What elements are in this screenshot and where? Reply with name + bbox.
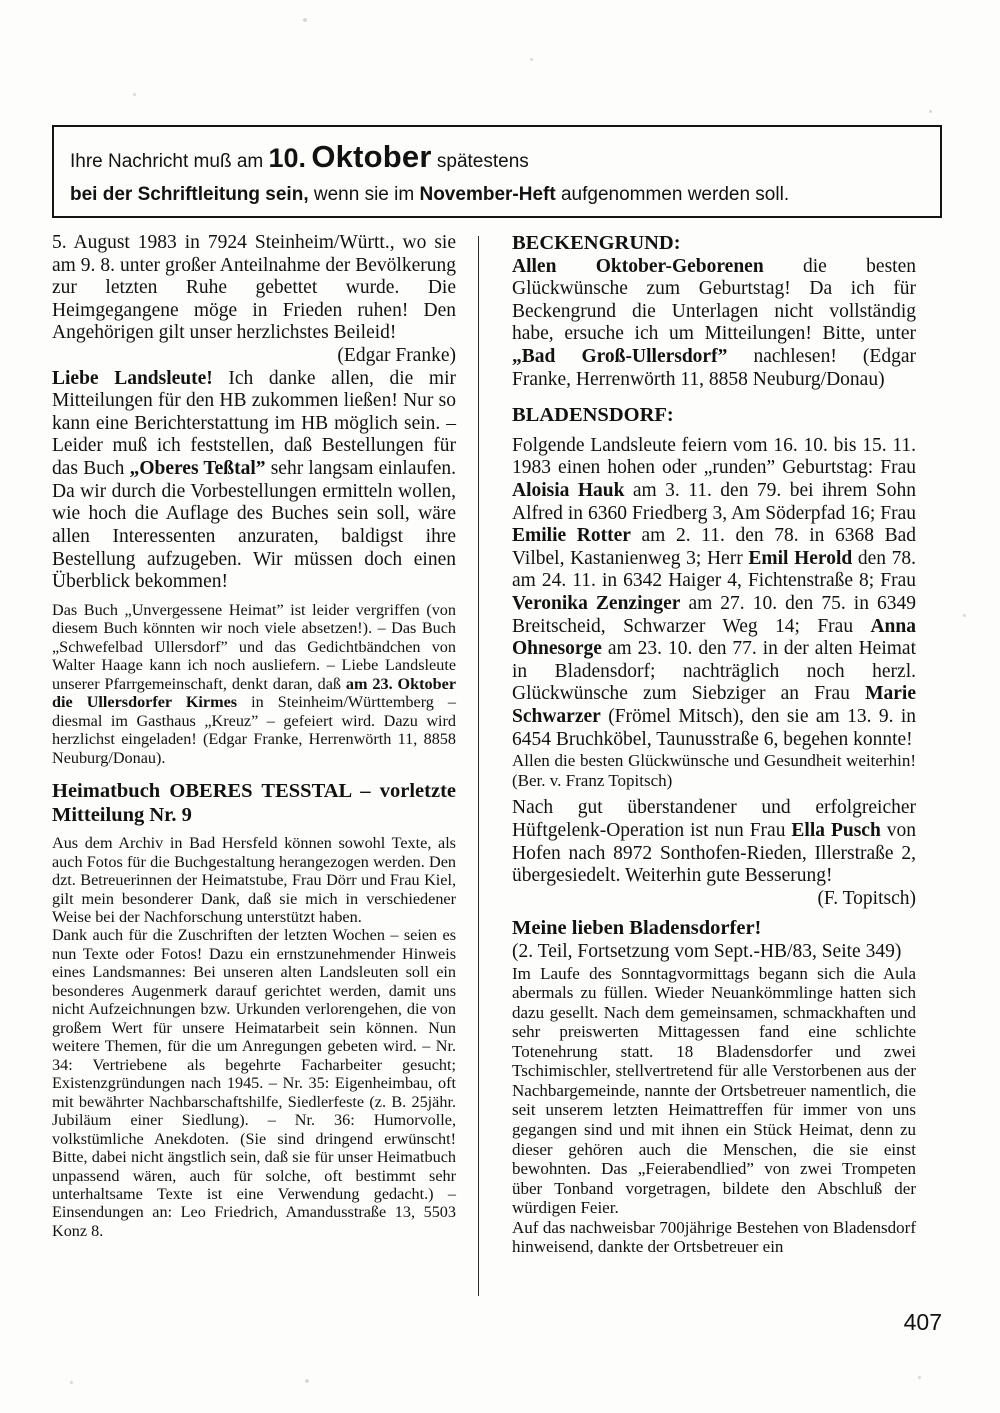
deadline-end: aufgenommen werden soll. (555, 183, 790, 205)
speck (530, 58, 533, 61)
speck (918, 1376, 921, 1379)
beckengrund-bold-2: „Bad Groß-Ullersdorf” (512, 346, 728, 367)
heimatbuch-heading: Heimatbuch OBERES TESSTAL – vorletzte Mitteilung Nr. 9 (52, 779, 456, 826)
speck (929, 110, 932, 113)
speck (70, 1381, 73, 1384)
beckengrund-bold-1: Allen Oktober-Geborenen (512, 255, 764, 277)
speck (305, 1379, 309, 1383)
beckengrund-text-1: die besten Glückwünsche zum Geburtstag! Da ich für Beckengrund die Unterlagen nicht vollständig habe, ersuche ich um Mitteilungen! Bitte, unter (512, 255, 916, 345)
kirmes-date: am 23. Oktober die Ullersdorfer Kirmes (52, 674, 456, 712)
meine-paragraph-1: Im Laufe des Sonntagvormittags begann sich die Aula abermals zu füllen. Wieder Neuankömmlinge hatten sich dazu gesellt. Nach dem gemeinsamen, schmackhaften und sehr preiswerten Mittagessen fand eine schlichte Totenehrung statt. 18 Bladensdorfer und zwei Tschimischler, stellvertretend für alle Verstorbenen aus der Nachbargemeinde, nannte der Ortsbetreuer namentlich, die seit unserem letzten Heimattreffen für immer von uns gegangen sind und mit ihnen ein Stück Heimat, denn zu dieser gehören auch die Menschen, die sie einst bewohnten. Das „Feierabendlied” von zwei Trompeten über Tonband vorgetragen, bildete den Abschluß der würdigen Feier. (512, 963, 916, 1218)
deadline-prefix: Ihre Nachricht muß am (70, 151, 269, 172)
blad-name-1: Aloisia Hauk (512, 480, 625, 501)
speck (303, 18, 307, 22)
blad-text-7: (Frömel Mitsch), den sie am 13. 9. in 6454 Bruchköbel, Taunusstraße 6, begehen konnte! (512, 706, 916, 750)
deadline-issue: November-Heft (419, 183, 556, 205)
right-column (512, 232, 916, 1257)
blad-op-text-1: Nach gut überstandener und erfolgreicher Hüftgelenk-Operation ist nun Frau (512, 797, 916, 842)
meine-heading: Meine lieben Bladensdorfer! (512, 917, 762, 940)
blad-name-2: Emilie Rotter (512, 525, 631, 547)
landsleute-heading: Liebe Landsleute! (52, 367, 213, 389)
deadline-editorial: bei der Schriftleitung sein, (70, 183, 309, 205)
speck (963, 614, 966, 617)
blad-text-3: am 2. 11. den 78. in 6368 Bad Vilbel, Kastanienweg 3; Herr (512, 525, 916, 569)
deadline-line-1 (70, 139, 924, 175)
bladensdorf-op-signature: (F. Topitsch) (817, 887, 916, 909)
beckengrund-text-2: nachlesen! (Edgar Franke, Herrenwörth 11, 8858 Neuburg/Donau) (512, 346, 916, 390)
column-divider (478, 236, 479, 1296)
meine-paragraph-2: Auf das nachweisbar 700jährige Bestehen von Bladensdorf hinweisend, dankte der Ortsbetreuer ein (512, 1217, 916, 1257)
book-availability-paragraph (52, 601, 456, 767)
landsleute-text-2: sehr langsam einlaufen. Da wir durch die Vorbestellungen ermitteln wollen, wie hoch die Auflage des Buches sein soll, wäre allen Interessenten anzuraten, baldigst ihre Bestellung aufzugeben. Wir müssen doch einen Überblick bekommen! (52, 458, 457, 593)
bladensdorf-birthdays (512, 435, 916, 752)
speck (133, 93, 136, 96)
bladensdorf-operation (512, 797, 916, 887)
landsleute-text-1: Ich danke allen, die mir Mitteilungen für den HB zukommen ließen! Nur so kann eine Berichterstattung im HB möglich sein. – Leider muß ich feststellen, daß Bestellungen für das Buch (52, 367, 456, 480)
beckengrund-paragraph (512, 256, 916, 392)
deadline-day: 10. (268, 143, 307, 173)
blad-text-2: am 3. 11. den 79. bei ihrem Sohn Alfred in 6360 Friedberg 3, Am Söderpfad 16; Frau (512, 480, 916, 524)
deadline-month: Oktober (311, 139, 432, 174)
blad-name-6: Marie Schwarzer (512, 683, 916, 728)
deadline-suffix: spätestens (431, 151, 529, 172)
book-text-2: in Steinheim/Württemberg – diesmal im Gasthaus „Kreuz” – gefeiert wird. Dazu wird herzlichst eingeladen! (Edgar Franke, Herrenwörth 11, 8858 Neuburg/Donau). (52, 693, 456, 767)
blad-text-6: am 23. 10. den 77. in der alten Heimat in Bladensdorf; nachträglich noch herzl. Glückwünsche zum Siebziger an Frau (512, 638, 916, 705)
left-column (52, 232, 456, 1240)
landsleute-booktitle: „Oberes Teßtal” (129, 458, 266, 480)
bladensdorf-heading: BLADENSDORF: (512, 404, 674, 427)
obituary-signature: (Edgar Franke) (337, 345, 456, 367)
beckengrund-heading: BECKENGRUND: (512, 232, 681, 254)
blad-text-1: Folgende Landsleute feiern vom 16. 10. bis 15. 11. 1983 einen hohen oder „runden” Geburtstag: Frau (512, 434, 916, 479)
bladensdorf-wishes: Allen die besten Glückwünsche und Gesundheit weiterhin! (Ber. v. Franz Topitsch) (512, 751, 916, 790)
deadline-line-2 (70, 184, 924, 206)
blad-op-text-2: von Hofen nach 8972 Sonthofen-Rieden, Illerstraße 2, übergesiedelt. Weiterhin gute Besserung! (512, 820, 917, 887)
deadline-notice-box (52, 125, 942, 218)
blad-name-3: Emil Herold (748, 547, 853, 569)
blad-text-5: am 27. 10. den 75. in 6349 Breitscheid, Schwarzer Weg 14; Frau (512, 593, 916, 637)
deadline-mid: wenn sie im (308, 183, 420, 205)
book-text-1: Das Buch „Unvergessene Heimat” ist leider vergriffen (von diesem Buch könnten wir noch viele absetzen!). – Das Buch „Schwefelbad Ullersdorf” und das Gedichtbändchen von Walter Haage kann ich noch ausliefern. – Liebe Landsleute unserer Pfarrgemeinschaft, denkt daran, daß (52, 600, 456, 693)
obituary-paragraph: 5. August 1983 in 7924 Steinheim/Württ., wo sie am 9. 8. unter großer Anteilnahme der Bevölkerung zur letzten Ruhe gebettet wurde. Die Heimgegangene möge in Frieden ruhen! Den Angehörigen gilt unser herzlichstes Beileid! (52, 232, 456, 344)
meine-subheading: (2. Teil, Fortsetzung vom Sept.-HB/83, Seite 349) (512, 941, 902, 963)
heimatbuch-paragraph-1: Aus dem Archiv in Bad Hersfeld können sowohl Texte, als auch Fotos für die Buchgestaltung herangezogen werden. Den dzt. Betreuerinnen der Heimatstube, Frau Dörr und Frau Kiel, gilt mein besonderer Dank, daß sie mich in verschiedener Weise bei der Nachforschung unterstützt haben. (52, 834, 456, 926)
blad-name-5: Anna Ohnesorge (512, 615, 916, 660)
blad-name-4: Veronika Zenzinger (512, 593, 681, 615)
blad-text-4: den 78. am 24. 11. in 6342 Haiger 4, Fichtenstraße 8; Frau (512, 547, 917, 592)
blad-name-7: Ella Pusch (791, 820, 881, 842)
heimatbuch-paragraph-2: Dank auch für die Zuschriften der letzten Wochen – seien es nun Texte oder Fotos! Dazu ein ernstzunehmender Hinweis eines Landsmannes: Bei unseren alten Landsleuten soll ein besonderes Augenmerk darauf gerichtet werden, damit uns nicht Aufzeichnungen bzw. Urkunden verlorengehen, die von großem Wert für unsere Heimatarbeit sein können. Nun weitere Themen, für die um Anregungen gebeten wird. – Nr. 34: Vertriebene als begehrte Facharbeiter gesucht; Existenzgründungen nach 1945. – Nr. 35: Eigenheimbau, oft mit bewährter Nachbarschaftshilfe, Siedlerfeste (z. B. 25jähr. Jubiläum einer Siedlung). – Nr. 36: Humorvolle, volkstümliche Anekdoten. (Sie sind dringend erwünscht! Bitte, dabei nicht ängstlich sein, daß sie für unser Heimatbuch unpassend wären, auch für solche, oft bestimmt sehr unterhaltsame Texte ist eine Verwendung gedacht.) – Einsendungen an: Leo Friedrich, Amandusstraße 13, 5503 Konz 8. (52, 926, 456, 1240)
page-number: 407 (903, 1309, 942, 1335)
landsleute-paragraph (52, 368, 456, 594)
